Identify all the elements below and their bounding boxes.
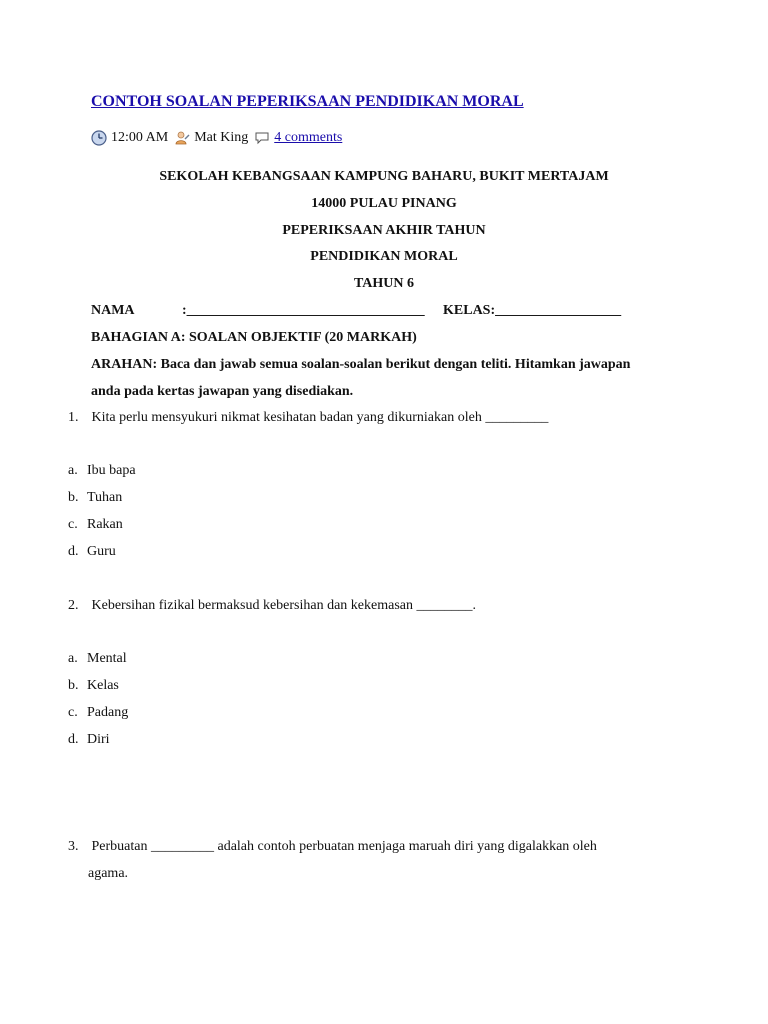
instruction-line-2: anda pada kertas jawapan yang disediakan. xyxy=(91,384,354,399)
q2-option-b xyxy=(68,678,119,694)
option-text: Padang xyxy=(87,705,129,720)
q1-option-d xyxy=(68,544,116,560)
option-letter: d. xyxy=(68,732,79,747)
exam-title: PEPERIKSAAN AKHIR TAHUN xyxy=(282,223,486,238)
school-address: 14000 PULAU PINANG xyxy=(311,196,457,211)
question-number: 2. xyxy=(68,598,79,613)
question-text: Perbuatan _________ adalah contoh perbuatan menjaga maruah diri yang digalakkan oleh xyxy=(91,839,597,854)
question-3 xyxy=(68,839,597,855)
question-1 xyxy=(68,410,548,426)
post-title-link[interactable]: CONTOH SOALAN PEPERIKSAAN PENDIDIKAN MORAL xyxy=(91,93,524,110)
post-author: Mat King xyxy=(194,130,249,145)
question-2 xyxy=(68,598,476,614)
q2-option-d xyxy=(68,732,110,748)
question-number: 1. xyxy=(68,410,79,425)
option-letter: b. xyxy=(68,678,79,693)
q2-option-a xyxy=(68,651,127,667)
post-meta xyxy=(91,130,342,146)
comment-icon xyxy=(254,130,270,146)
option-text: Kelas xyxy=(87,678,119,693)
clock-icon xyxy=(91,130,107,146)
question-text: Kebersihan fizikal bermaksud kebersihan dan kekemasan ________. xyxy=(91,598,476,613)
school-name: SEKOLAH KEBANGSAAN KAMPUNG BAHARU, BUKIT MERTAJAM xyxy=(159,169,609,184)
option-letter: b. xyxy=(68,490,79,505)
option-letter: a. xyxy=(68,463,78,478)
question-text: Kita perlu mensyukuri nikmat kesihatan badan yang dikurniakan oleh _________ xyxy=(91,410,549,425)
class-blank: KELAS:__________________ xyxy=(443,303,622,318)
option-text: Mental xyxy=(87,651,127,666)
option-text: Diri xyxy=(87,732,110,747)
instruction-line-1: ARAHAN: Baca dan jawab semua soalan-soalan berikut dengan teliti. Hitamkan jawapan xyxy=(91,357,631,372)
option-text: Guru xyxy=(87,544,116,559)
option-letter: c. xyxy=(68,517,78,532)
option-text: Rakan xyxy=(87,517,123,532)
q2-option-c xyxy=(68,705,128,721)
option-letter: c. xyxy=(68,705,78,720)
year-title: TAHUN 6 xyxy=(353,276,415,291)
name-blank: :__________________________________ xyxy=(182,303,425,318)
option-text: Ibu bapa xyxy=(87,463,136,478)
q1-option-a xyxy=(68,463,136,479)
option-text: Tuhan xyxy=(87,490,123,505)
question-number: 3. xyxy=(68,839,79,854)
author-icon xyxy=(174,130,190,146)
name-label: NAMA xyxy=(91,303,135,318)
option-letter: d. xyxy=(68,544,79,559)
option-letter: a. xyxy=(68,651,78,666)
q1-option-c xyxy=(68,517,123,533)
comments-link[interactable]: 4 comments xyxy=(274,130,343,145)
section-heading: BAHAGIAN A: SOALAN OBJEKTIF (20 MARKAH) xyxy=(91,330,417,345)
post-time: 12:00 AM xyxy=(111,130,169,145)
question-3-continuation: agama. xyxy=(88,866,129,881)
subject-title: PENDIDIKAN MORAL xyxy=(310,249,458,264)
q1-option-b xyxy=(68,490,122,506)
